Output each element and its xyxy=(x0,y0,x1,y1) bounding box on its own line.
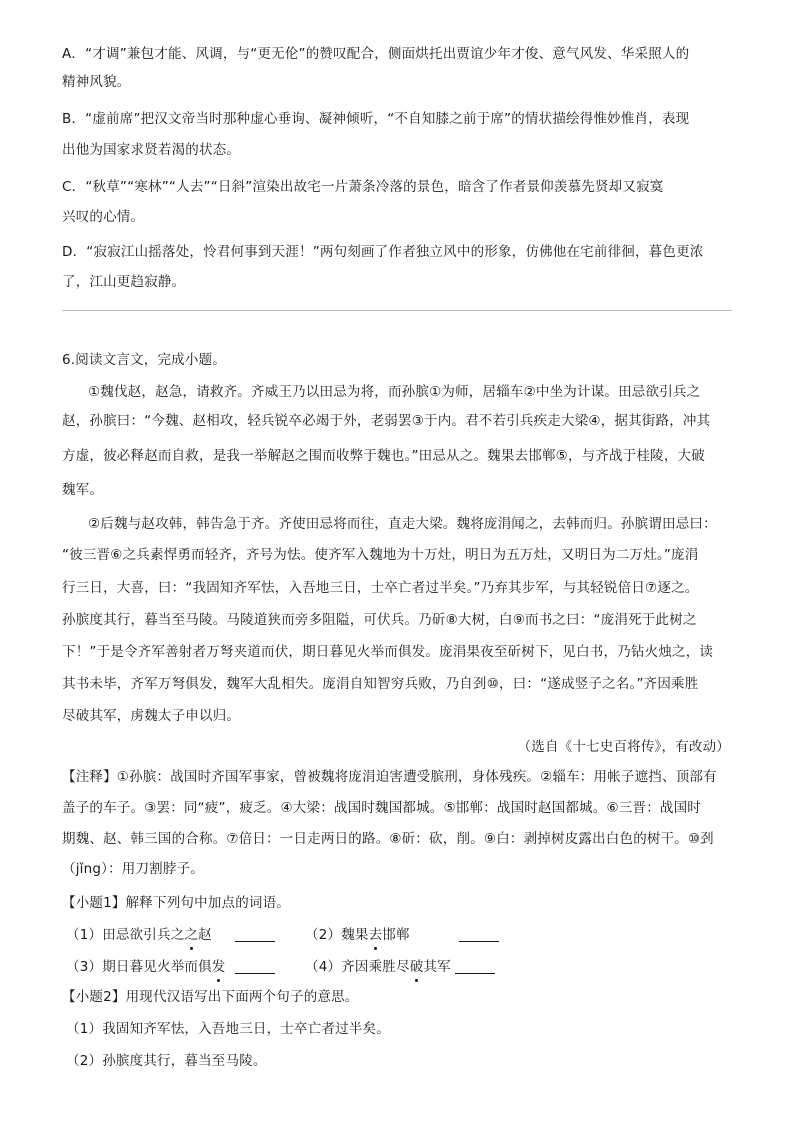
option-c-line-1: C．“秋草”“寒林”“人去”“日斜”渲染出故宅一片萧条冷落的景色，暗含了作者景仰羡慕先贤却又寂寞 xyxy=(62,179,664,195)
option-b-line-2: 出他为国家求贤若渴的状态。 xyxy=(62,142,241,158)
option-d-line-2: 了，江山更趋寂静。 xyxy=(62,274,186,290)
subquestion-1-item-1: （1）田忌欲引兵之之赵 xyxy=(66,927,212,943)
passage-para1-line: 赵，孙膑曰：“今魏、赵相攻，轻兵锐卒必竭于外，老弱罢③于内。君不若引兵疾走大梁④，据其街路，冲其 xyxy=(62,413,711,429)
passage-para2-line: 下！”于是令齐军善射者万弩夹道而伏，期日暮见火举而俱发。庞涓果夜至斫树下，见白书，乃钻火烛之，读 xyxy=(62,644,714,660)
subquestion-1-item-4: （4）齐因乘胜尽破其军 xyxy=(305,959,451,975)
answer-blank-2[interactable] xyxy=(459,927,499,942)
answer-blank-4[interactable] xyxy=(455,959,495,974)
passage-para1-line: 方虚，彼必释赵而自救，是我一举解赵之围而收弊于魏也。”田忌从之。魏果去邯郸⑤，与齐战于桂陵，大破 xyxy=(62,448,705,464)
option-b-line-1: B．“虚前席”把汉文帝当时那种虚心垂询、凝神倾听，“不自知膝之前于席”的情状描绘得惟妙惟肖，表现 xyxy=(62,111,690,127)
question-6-title: 6.阅读文言文，完成小题。 xyxy=(62,352,226,368)
passage-para2-line: 尽破其军，虏魏太子申以归。 xyxy=(62,708,241,724)
passage-para2-line: 行三日，大喜，曰：“我固知齐军怯，入吾地三日，士卒亡者过半矣。”乃弃其步军，与其轻锐倍日⑦逐之。 xyxy=(62,580,699,596)
passage-para1-line: ①魏伐赵，赵急，请救齐。齐威王乃以田忌为将，而孙膑①为师，居辎车②中坐为计谋。田忌欲引兵之 xyxy=(88,384,701,400)
subquestion-1-item-3: （3）期日暮见火举而俱发 xyxy=(66,959,226,975)
subquestion-2-item-1: （1）我固知齐军怯，入吾地三日，士卒亡者过半矣。 xyxy=(66,1021,390,1037)
dotted-word: 发 xyxy=(211,959,226,975)
notes-line: 期魏、赵、韩三国的合称。⑦倍日：一日走两日的路。⑧斫：砍，削。⑨白：剥掉树皮露出白色的树干。⑩刭 xyxy=(62,831,715,847)
option-c-line-2: 兴叹的心情。 xyxy=(62,209,145,225)
answer-blank-1[interactable] xyxy=(235,927,275,942)
dotted-word: 去 xyxy=(368,927,383,943)
option-a-line-1: A．“才调”兼包才能、风调，与“更无伦”的赞叹配合，侧面烘托出贾谊少年才俊、意气风发、华采照人的 xyxy=(62,46,690,62)
passage-para2-line: “彼三晋⑥之兵素悍勇而轻齐，齐号为怯。使齐军入魏地为十万灶，明日为五万灶，又明日为二万灶。”庞涓 xyxy=(62,547,699,563)
subquestion-2-item-2: （2）孙膑度其行，暮当至马陵。 xyxy=(66,1053,267,1069)
notes-line: 【注释】①孙膑：战国时齐国军事家，曾被魏将庞涓迫害遭受膑刑，身体残疾。②辎车：用帐子遮挡、顶部有 xyxy=(62,769,717,785)
section-divider xyxy=(62,310,732,311)
subquestion-1-item-2: （2）魏果去邯郸 xyxy=(305,927,410,943)
passage-para1-line: 魏军。 xyxy=(62,482,104,498)
option-d-line-1: D．“寂寂江山摇落处，怜君何事到天涯！”两句刻画了作者独立风中的形象，仿佛他在宅前徘徊，暮色更浓 xyxy=(62,244,704,260)
option-a-line-2: 精神风貌。 xyxy=(62,74,131,90)
subquestion-2-title: 【小题2】用现代汉语写出下面两个句子的意思。 xyxy=(62,989,359,1005)
passage-para2-line: 其书未毕，齐军万弩俱发，魏军大乱相失。庞涓自知智穷兵败，乃自刭⑩，曰：“遂成竖子之名。”齐因乘胜 xyxy=(62,676,699,692)
dotted-word: 破 xyxy=(409,959,424,975)
notes-line: （jǐng）：用刀割脖子。 xyxy=(62,861,204,877)
subquestion-1-title: 【小题1】解释下列句中加点的词语。 xyxy=(62,895,290,911)
passage-para2-line: 孙膑度其行，暮当至马陵。马陵道狭而旁多阻隘，可伏兵。乃斫⑧大树，白⑨而书之曰：“庞涓死于此树之 xyxy=(62,612,697,628)
passage-source: （选自《十七史百将传》，有改动） xyxy=(517,739,730,755)
dotted-word: 之 xyxy=(184,927,199,943)
answer-blank-3[interactable] xyxy=(235,959,275,974)
passage-para2-line: ②后魏与赵攻韩，韩告急于齐。齐使田忌将而往，直走大梁。魏将庞涓闻之，去韩而归。孙膑谓田忌曰： xyxy=(88,516,717,532)
notes-line: 盖子的车子。③罢：同“疲”，疲乏。④大梁：战国时魏国都城。⑤邯郸：战国时赵国都城。⑥三晋：战国时 xyxy=(62,800,701,816)
